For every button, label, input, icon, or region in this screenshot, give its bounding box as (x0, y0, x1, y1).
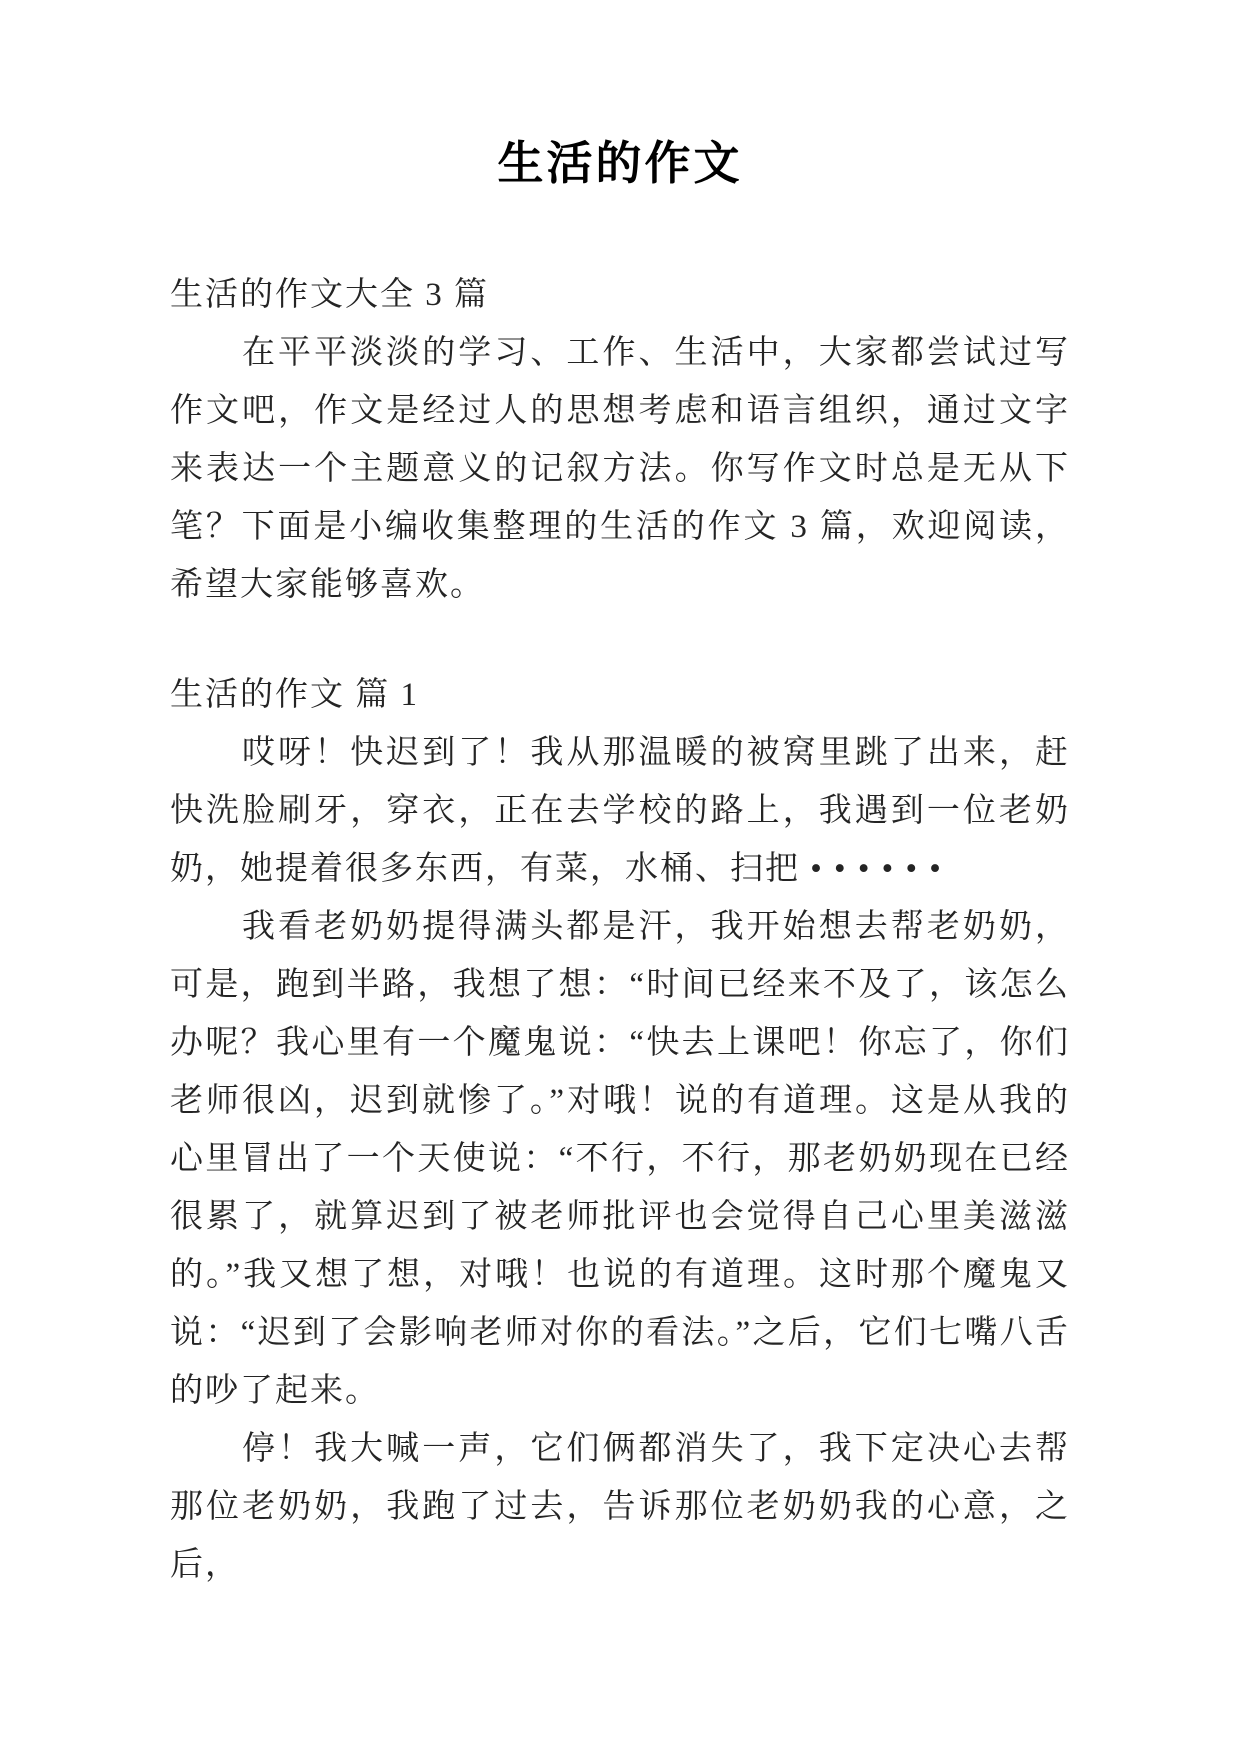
intro-paragraph: 在平平淡淡的学习、工作、生活中，大家都尝试过写作文吧，作文是经过人的思想考虑和语言组织，通过文字来表达一个主题意义的记叙方法。你写作文时总是无从下笔？下面是小编收集整理的生活的作文 3 篇，欢迎阅读，希望大家能够喜欢。 (170, 335, 1070, 603)
essay-paragraph: 停！我大喊一声，它们俩都消失了，我下定决心去帮那位老奶奶，我跑了过去，告诉那位老奶奶我的心意，之后， (170, 1431, 1070, 1583)
page-title: 生活的作文 (497, 138, 743, 189)
section-heading: 生活的作文 篇 1 (170, 677, 419, 713)
document-subtitle: 生活的作文大全 3 篇 (170, 277, 489, 313)
essay-paragraph: 我看老奶奶提得满头都是汗，我开始想去帮老奶奶，可是，跑到半路，我想了想：“时间已经来不及了，该怎么办呢？我心里有一个魔鬼说：“快去上课吧！你忘了，你们老师很凶，迟到就惨了。”对哦！说的有道理。这是从我的心里冒出了一个天使说：“不行，不行，那老奶奶现在已经很累了，就算迟到了被老师批评也会觉得自己心里美滋滋的。”我又想了想，对哦！也说的有道理。这时那个魔鬼又说：“迟到了会影响老师对你的看法。”之后，它们七嘴八舌的吵了起来。 (170, 909, 1070, 1409)
document-body (170, 266, 1070, 1594)
essay-paragraph: 哎呀！快迟到了！我从那温暖的被窝里跳了出来，赶快洗脸刷牙，穿衣，正在去学校的路上，我遇到一位老奶奶，她提着很多东西，有菜，水桶、扫把 • • • • • • (170, 735, 1070, 887)
